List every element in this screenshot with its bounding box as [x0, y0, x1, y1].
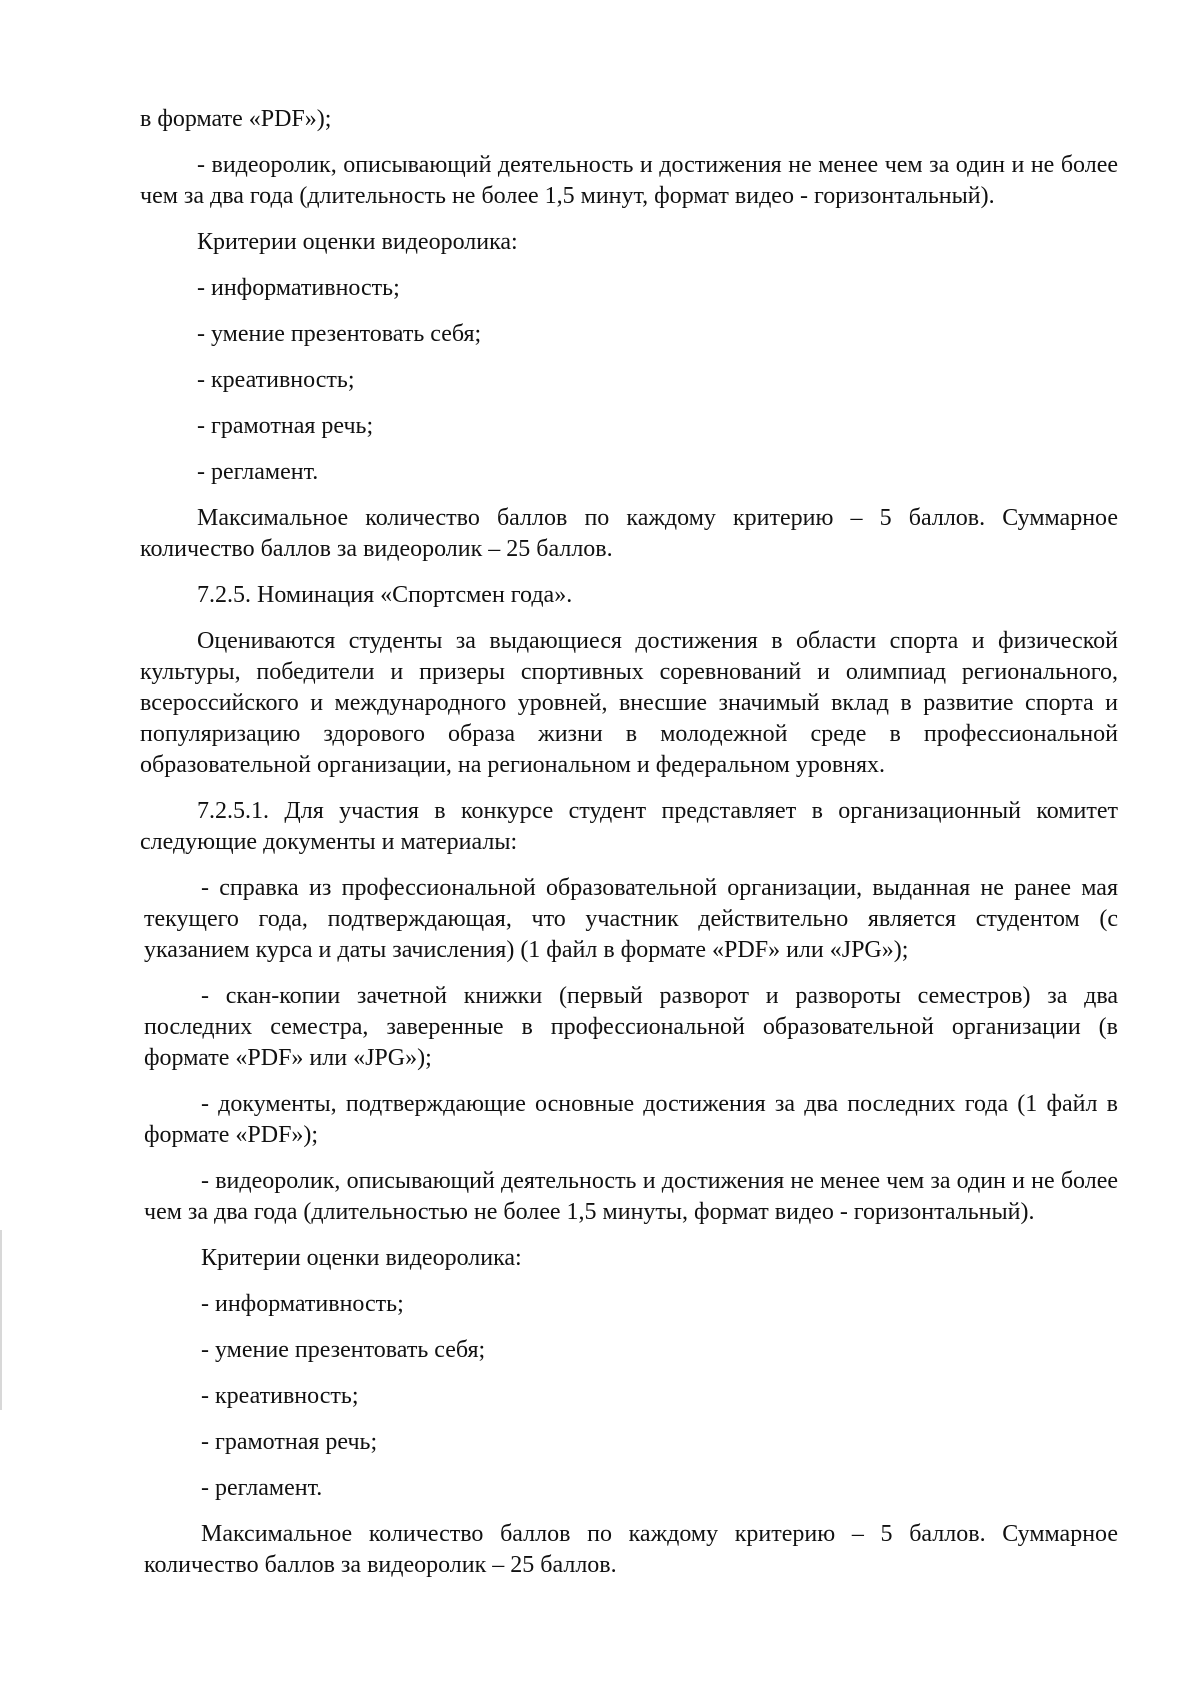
criteria-item: - креативность;	[197, 367, 355, 393]
paragraph-max-score: Максимальное количество баллов по каждому критерию – 5 баллов. Суммарное количество баллов за видеоролик – 25 баллов.	[140, 505, 1118, 562]
criteria-item: - информативность;	[197, 275, 400, 301]
documents-block	[140, 873, 1118, 1581]
criteria-item: - информативность;	[201, 1291, 404, 1317]
criteria-item: - умение презентовать себя;	[201, 1337, 486, 1363]
criteria-item: - регламент.	[201, 1475, 323, 1501]
paragraph-continuation: в формате «PDF»);	[140, 106, 332, 132]
criteria-item: - креативность;	[201, 1383, 359, 1409]
list-item-achievements: - документы, подтверждающие основные достижения за два последних года (1 файл в формате «PDF»);	[144, 1091, 1118, 1148]
list-item-record-book: - скан-копии зачетной книжки (первый разворот и развороты семестров) за два последних семестра, заверенные в профессиональной образовательной организации (в формате «PDF» или «JPG»);	[144, 983, 1118, 1071]
criteria-heading: Критерии оценки видеоролика:	[201, 1245, 522, 1271]
paragraph-participation: 7.2.5.1. Для участия в конкурсе студент представляет в организационный комитет следующие документы и материалы:	[140, 798, 1118, 855]
section-heading: 7.2.5. Номинация «Спортсмен года».	[197, 582, 573, 608]
criteria-item: - грамотная речь;	[201, 1429, 378, 1455]
criteria-heading: Критерии оценки видеоролика:	[197, 229, 518, 255]
criteria-item: - грамотная речь;	[197, 413, 374, 439]
paragraph-video-requirement: - видеоролик, описывающий деятельность и достижения не менее чем за один и не более чем за два года (длительность не более 1,5 минут, формат видео - горизонтальный).	[140, 152, 1118, 209]
document-body	[140, 104, 1118, 1596]
scan-edge-mark	[0, 1230, 2, 1410]
paragraph-max-score: Максимальное количество баллов по каждому критерию – 5 баллов. Суммарное количество баллов за видеоролик – 25 баллов.	[144, 1521, 1118, 1578]
list-item-video: - видеоролик, описывающий деятельность и достижения не менее чем за один и не более чем за два года (длительностью не более 1,5 минуты, формат видео - горизонтальный).	[144, 1168, 1118, 1225]
criteria-item: - умение презентовать себя;	[197, 321, 482, 347]
paragraph-nomination-description: Оцениваются студенты за выдающиеся достижения в области спорта и физической культуры, победители и призеры спортивных соревнований и олимпиад регионального, всероссийского и международного уровней, внесшие значимый вклад в развитие спорта и популяризацию здорового образа жизни в молодежной среде в профессиональной образовательной организации, на региональном и федеральном уровнях.	[140, 628, 1118, 778]
list-item-certificate: - справка из профессиональной образовательной организации, выданная не ранее мая текущего года, подтверждающая, что участник действительно является студентом (с указанием курса и даты зачисления) (1 файл в формате «PDF» или «JPG»);	[144, 875, 1118, 963]
criteria-item: - регламент.	[197, 459, 319, 485]
